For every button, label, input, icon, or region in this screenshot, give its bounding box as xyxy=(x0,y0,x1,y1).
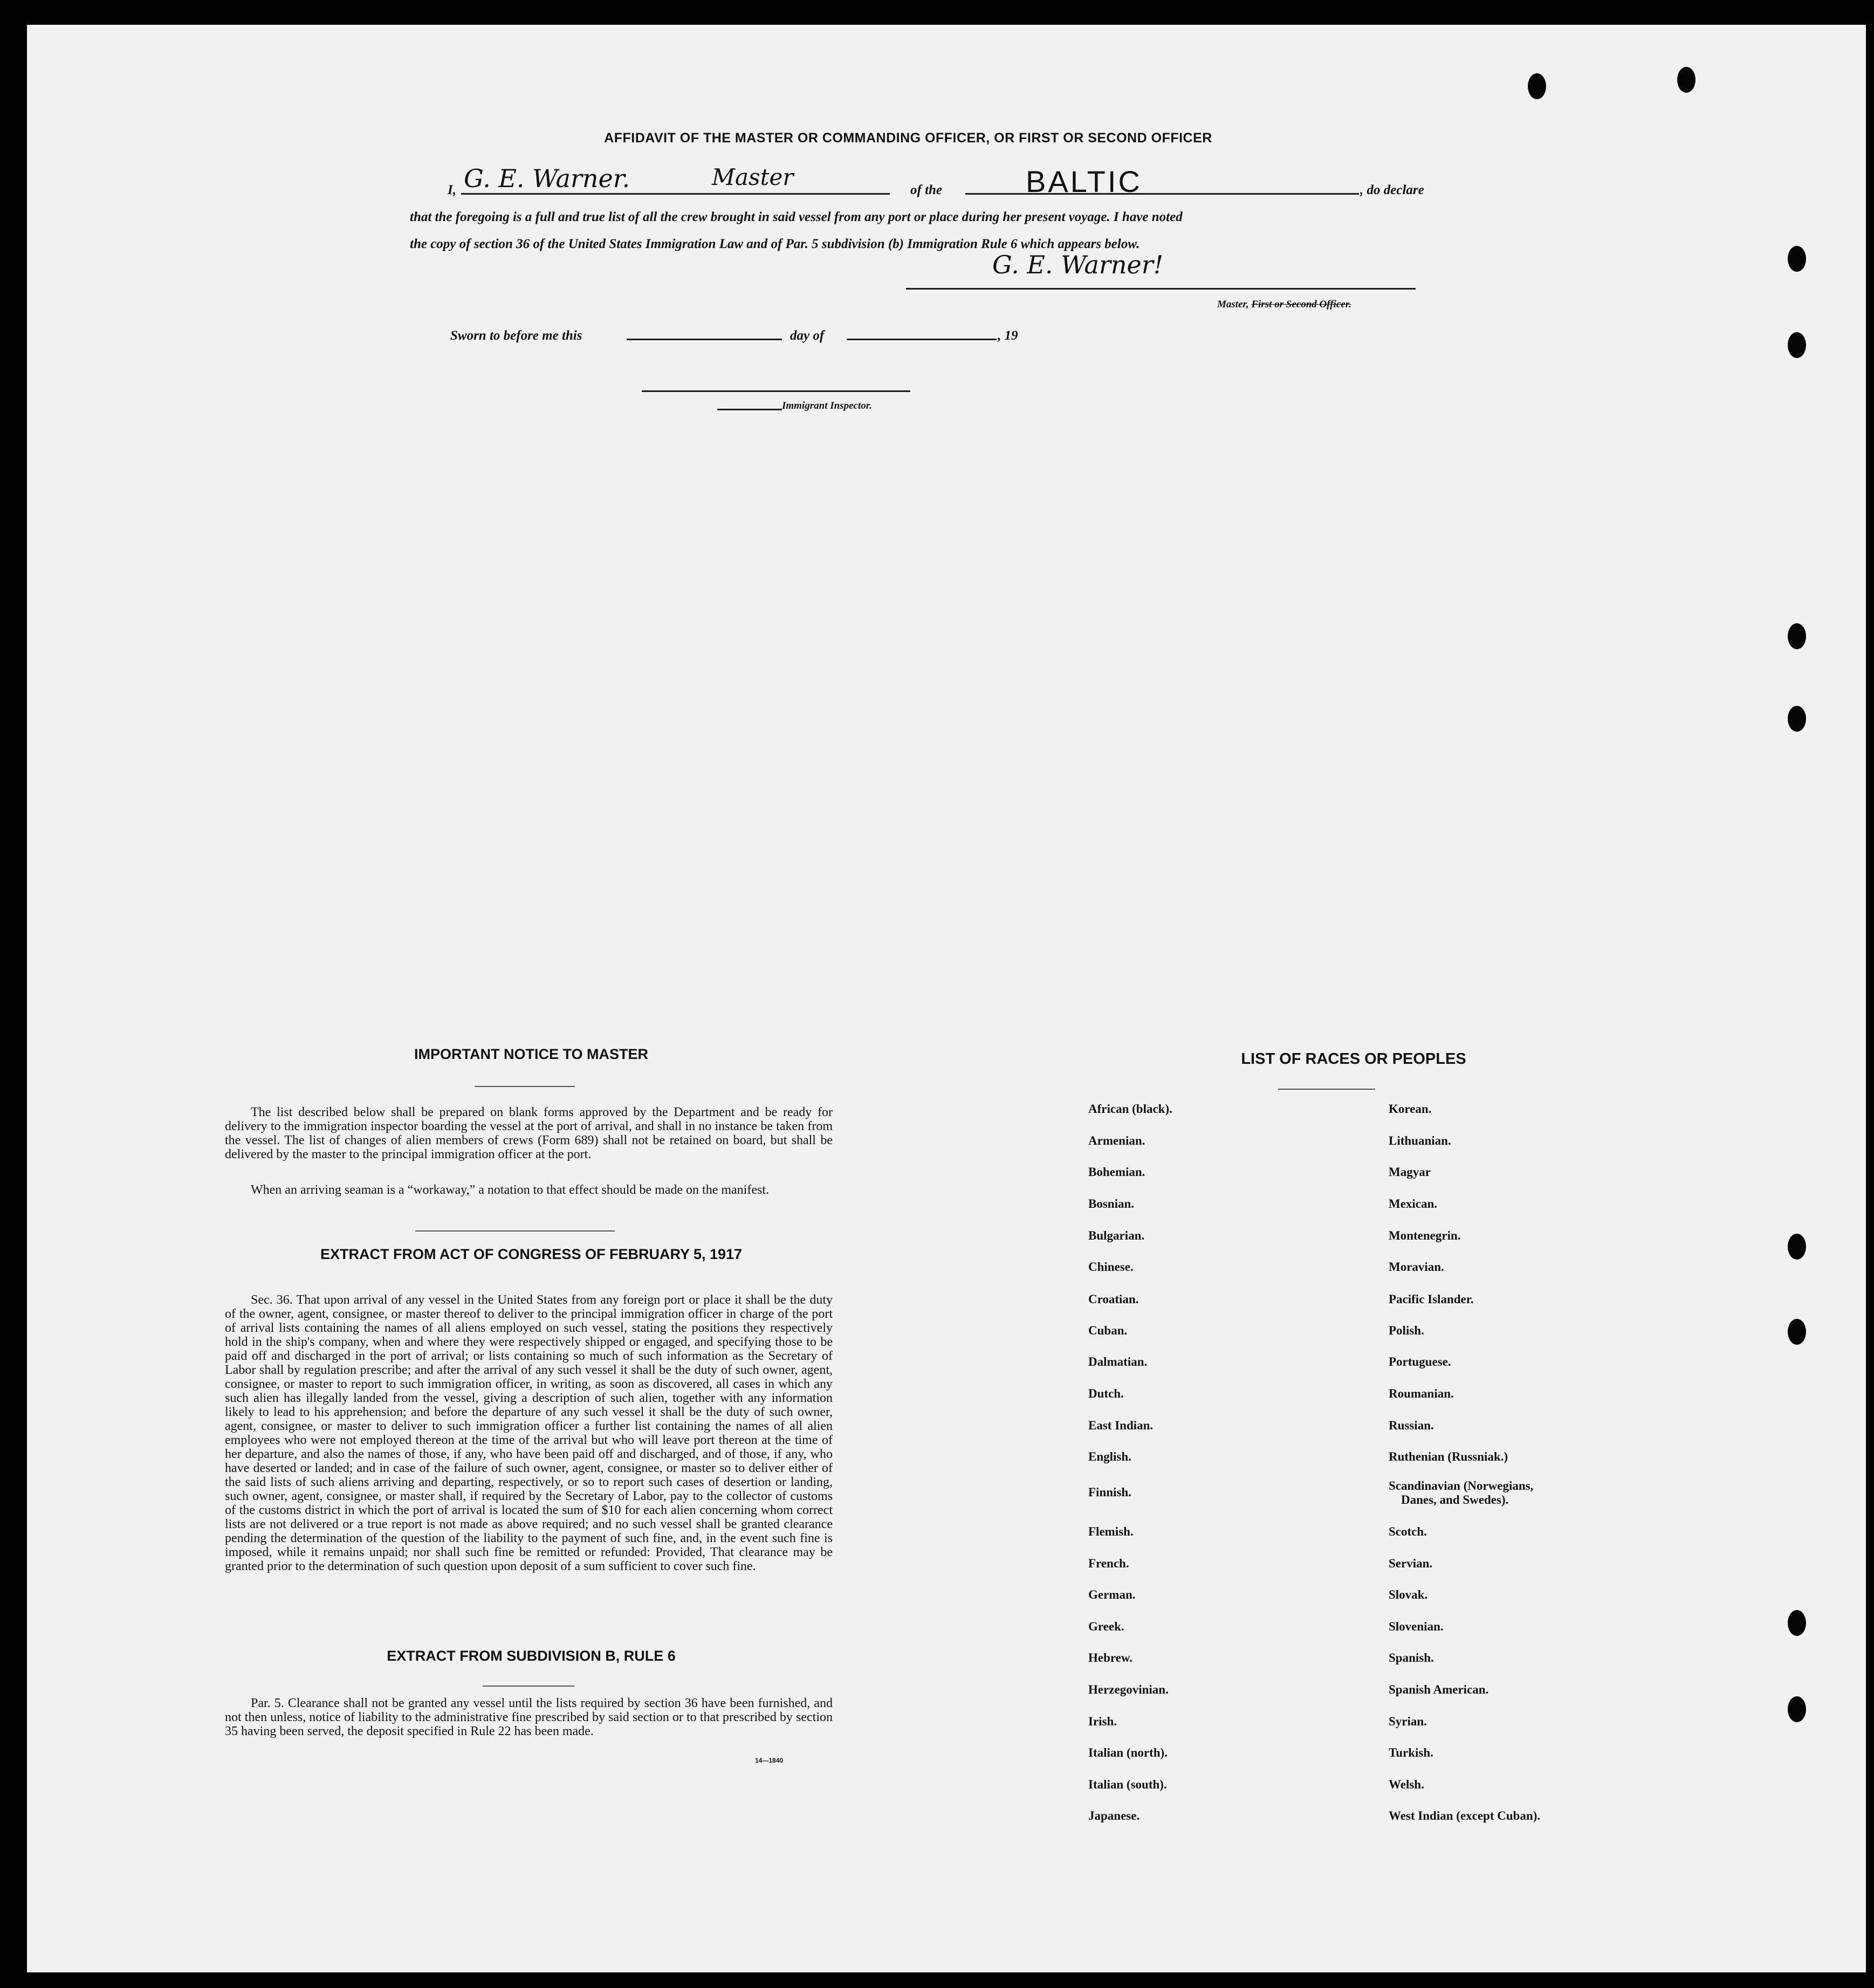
race-item: Scotch. xyxy=(1389,1525,1427,1538)
signer-name: G. E. Warner. xyxy=(464,164,630,193)
form-number: 14—1840 xyxy=(755,1757,784,1764)
race-item: Lithuanian. xyxy=(1389,1134,1451,1147)
punch-hole xyxy=(1788,1319,1806,1345)
race-item: Dutch. xyxy=(1088,1387,1124,1400)
act-section-36: Sec. 36. That upon arrival of any vessel in the United States from any foreign port or place it shall be the duty of the owner, agent, consignee, or master thereof to deliver to the principal immigration officer in charge of the port of arrival lists containing the names of all aliens employed on such vessel, stating the positions they respectively hold in the ship's company, when and where they were respectively shipped or engaged, and specifying those to be paid off and discharged in the port of arrival; or lists containing so much of such information as the Secretary of Labor shall by regulation prescribe; and after the arrival of any such vessel it shall be the duty of such owner, agent, consignee, or master to report to such immigration officer, in writing, as soon as discovered, all cases in which any such alien has illegally landed from the vessel, giving a description of such alien, together with any information likely to lead to his apprehension; and before the departure of any such vessel it shall be the duty of such owner, agent, consignee, or master to deliver to such immigration officer a further list containing the names of all alien employees who were not employed thereon at the time of the arrival but who will leave port thereon at the time of her departure, and also the names of those, if any, who have been paid off and discharged, and of those, if any, who have deserted or landed; and in case of the failure of such owner, agent, consignee, or master so to deliver either of the said lists of such aliens arriving and departing, respectively, or so to report such cases of desertion or landing, such owner, agent, consignee, or master shall, if required by the Secretary of Labor, pay to the collector of customs of the customs district in which the port of arrival is located the sum of $10 for each alien concerning whom correct lists are not delivered or a true report is not made as above required; and no such vessel shall be granted clearance pending the determination of the question of the liability to the payment of such fine, and, in the event such fine is imposed, while it remains unpaid; nor shall such fine be remitted or refunded: Provided, That clearance may be granted prior to the determination of such question upon deposit of a sum sufficient to cover such fine. xyxy=(225,1293,833,1573)
race-item: Italian (south). xyxy=(1088,1778,1167,1791)
race-item: Montenegrin. xyxy=(1389,1229,1461,1242)
act-divider xyxy=(415,1230,615,1232)
race-item: Syrian. xyxy=(1389,1715,1427,1728)
punch-hole xyxy=(1788,706,1806,732)
race-item: Polish. xyxy=(1389,1324,1424,1337)
race-item: Pacific Islander. xyxy=(1389,1292,1474,1306)
signer-line xyxy=(461,193,890,195)
vessel-line xyxy=(965,193,1359,195)
race-item: African (black). xyxy=(1088,1102,1172,1116)
do-declare-label: , do declare xyxy=(1360,183,1424,197)
vessel-name: BALTIC xyxy=(1026,164,1142,198)
races-title: LIST OF RACES OR PEOPLES xyxy=(1241,1050,1466,1068)
signature-title xyxy=(1217,299,1351,311)
punch-hole xyxy=(1788,1696,1806,1722)
punch-hole xyxy=(1528,73,1546,99)
race-item: Russian. xyxy=(1389,1419,1434,1432)
notice-divider xyxy=(475,1086,575,1087)
race-item: Magyar xyxy=(1389,1165,1431,1179)
affidavit-i-prefix: I, xyxy=(448,183,456,197)
punch-hole xyxy=(1788,1610,1806,1636)
races-divider xyxy=(1278,1089,1375,1090)
race-item: Korean. xyxy=(1389,1102,1432,1116)
race-item: Cuban. xyxy=(1088,1324,1128,1337)
inspector-label: Immigrant Inspector. xyxy=(782,400,872,411)
race-item: Scandinavian (Norwegians, Danes, and Swedes). xyxy=(1389,1479,1534,1507)
of-the-label: of the xyxy=(910,183,943,197)
race-item: Herzegovinian. xyxy=(1088,1683,1169,1696)
race-item: Hebrew. xyxy=(1088,1651,1132,1664)
race-item: Ruthenian (Russniak.) xyxy=(1389,1450,1508,1463)
rule-title: EXTRACT FROM SUBDIVISION B, RULE 6 xyxy=(387,1648,676,1664)
race-item: Dalmatian. xyxy=(1088,1355,1148,1368)
title-master: Master, xyxy=(1217,299,1249,310)
rule-divider xyxy=(483,1686,574,1687)
year-label: , 19 xyxy=(998,328,1018,343)
race-item: Roumanian. xyxy=(1389,1387,1454,1400)
race-item: Mexican. xyxy=(1389,1197,1438,1210)
race-item: Bosnian. xyxy=(1088,1197,1135,1210)
race-item: French. xyxy=(1088,1557,1129,1570)
race-item: Bulgarian. xyxy=(1088,1229,1145,1242)
race-item: Welsh. xyxy=(1389,1778,1424,1791)
affidavit-title: AFFIDAVIT OF THE MASTER OR COMMANDING OFFICER, OR FIRST OR SECOND OFFICER xyxy=(604,130,1212,146)
race-item: Italian (north). xyxy=(1088,1746,1168,1759)
sworn-day-line xyxy=(627,339,782,340)
day-of-label: day of xyxy=(790,328,825,343)
punch-hole xyxy=(1788,246,1806,272)
race-item: Croatian. xyxy=(1088,1292,1139,1306)
punch-hole xyxy=(1677,67,1695,93)
race-item: Japanese. xyxy=(1088,1809,1140,1822)
notice-paragraph-2: When an arriving seaman is a “workaway,” a notation to that effect should be made on the manifest. xyxy=(251,1183,769,1197)
race-item: Greek. xyxy=(1088,1620,1124,1633)
race-item: Slovenian. xyxy=(1389,1620,1444,1633)
inspector-signature-line xyxy=(642,390,910,392)
title-struck: First or Second Officer. xyxy=(1251,299,1351,310)
rule-paragraph: Par. 5. Clearance shall not be granted any vessel until the lists required by section 36 have been furnished, and not then unless, notice of liability to the administrative fine prescribed by said section or to that prescribed by section 35 having been served, the deposit specified in Rule 22 has been made. xyxy=(225,1696,833,1738)
race-item: Armenian. xyxy=(1088,1134,1145,1147)
punch-hole xyxy=(1788,332,1806,358)
punch-hole xyxy=(1788,623,1806,649)
race-item: Portuguese. xyxy=(1389,1355,1451,1368)
signature-line xyxy=(906,288,1416,290)
signer-rank: Master xyxy=(712,164,794,190)
race-item: Spanish. xyxy=(1389,1651,1434,1664)
race-item: Finnish. xyxy=(1088,1485,1131,1499)
race-item: Servian. xyxy=(1389,1557,1433,1570)
race-item: Spanish American. xyxy=(1389,1683,1489,1696)
race-item: Bohemian. xyxy=(1088,1165,1145,1179)
notice-title: IMPORTANT NOTICE TO MASTER xyxy=(414,1046,648,1062)
punch-hole xyxy=(1788,1234,1806,1260)
race-item: Chinese. xyxy=(1088,1260,1134,1274)
document-page xyxy=(27,25,1866,1972)
act-title: EXTRACT FROM ACT OF CONGRESS OF FEBRUARY 5, 1917 xyxy=(320,1246,743,1262)
race-item: English. xyxy=(1088,1450,1131,1463)
race-item: Irish. xyxy=(1088,1715,1117,1728)
affidavit-line-2: that the foregoing is a full and true list of all the crew brought in said vessel from any port or place during her present voyage. I have noted xyxy=(410,210,1183,224)
notice-paragraph-1: The list described below shall be prepared on blank forms approved by the Department and be ready for delivery to the immigration inspector boarding the vessel at the port of arrival, and shall in no instance be taken from the vessel. The list of changes of alien members of crews (Form 689) shall not be retained on board, but shall be delivered by the master to the principal immigration officer at the port. xyxy=(225,1105,833,1161)
inspector-short-line xyxy=(717,409,782,410)
race-item: Slovak. xyxy=(1389,1588,1428,1601)
race-item: German. xyxy=(1088,1588,1136,1601)
race-item: East Indian. xyxy=(1088,1419,1154,1432)
master-signature: G. E. Warner! xyxy=(992,250,1164,279)
race-item: Turkish. xyxy=(1389,1746,1433,1759)
race-item: Moravian. xyxy=(1389,1260,1444,1274)
sworn-label: Sworn to before me this xyxy=(450,328,582,343)
race-item: Flemish. xyxy=(1088,1525,1134,1538)
race-item: West Indian (except Cuban). xyxy=(1389,1809,1541,1822)
affidavit-line-3: the copy of section 36 of the United States Immigration Law and of Par. 5 subdivision (b) Immigration Rule 6 which appears below. xyxy=(410,237,1140,251)
sworn-month-line xyxy=(847,339,997,340)
